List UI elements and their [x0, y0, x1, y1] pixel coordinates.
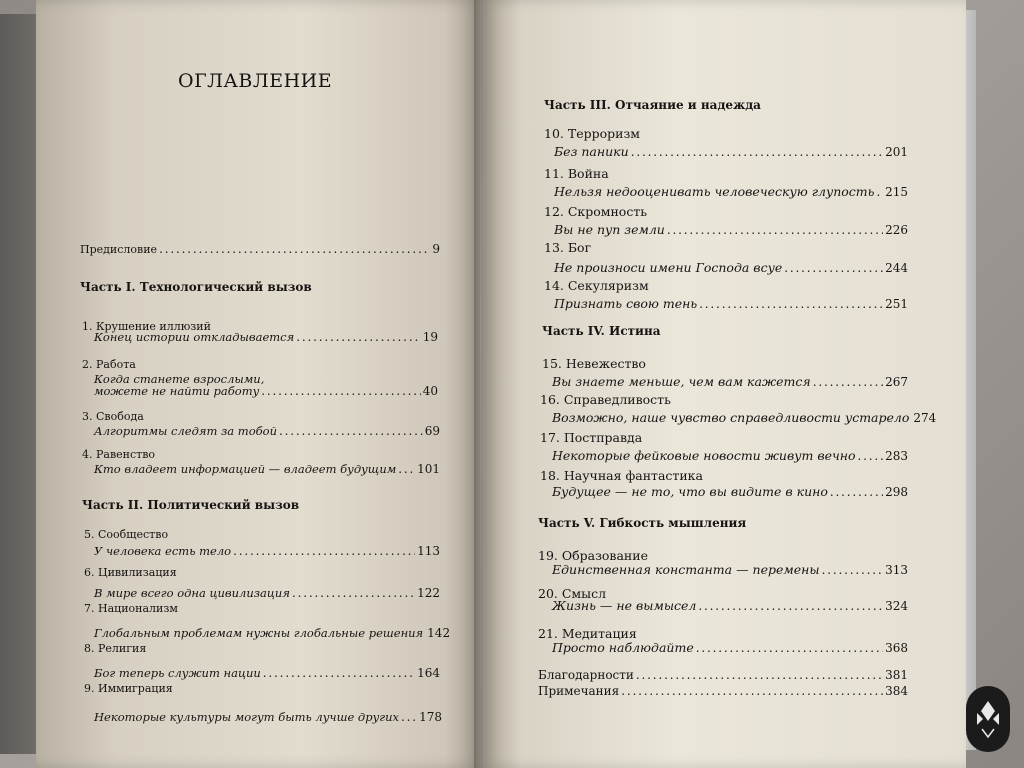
toc-entry-notes: Примечания . . . 384 — [538, 684, 908, 698]
toc-entry: Возможно, наше чувство справедливости устарело 274 — [552, 410, 937, 425]
toc-entry: Некоторые фейковые новости живут вечно . . . 283 — [552, 448, 908, 463]
toc-entry: Без паники . . . 201 — [554, 144, 908, 159]
toc-entry: Не произноси имени Господа всуе . . . 244 — [554, 260, 908, 275]
chapter-title: 18. Научная фантастика — [540, 468, 703, 483]
toc-entry: Конец истории откладывается . . . 19 — [94, 330, 438, 344]
chapter-title: 2. Работа — [82, 358, 136, 371]
chapter-title: 6. Цивилизация — [84, 566, 177, 579]
chapter-title: 7. Национализм — [84, 602, 178, 615]
right-page — [482, 0, 966, 768]
part-heading: Часть III. Отчаяние и надежда — [544, 98, 761, 112]
chapter-title: 12. Скромность — [544, 204, 648, 219]
toc-entry-acknowledgements: Благодарности . . . 381 — [538, 668, 908, 682]
toc-entry: У человека есть тело . . . 113 — [94, 544, 440, 558]
part-heading: Часть IV. Истина — [542, 324, 661, 338]
chapter-title: 9. Иммиграция — [84, 682, 173, 695]
toc-entry: Некоторые культуры могут быть лучше других . . . 178 — [94, 710, 442, 724]
chapter-title: 5. Сообщество — [84, 528, 169, 541]
chapter-title: 17. Постправда — [540, 430, 643, 445]
chapter-title: 14. Секуляризм — [544, 278, 649, 293]
toc-entry: Просто наблюдайте . . . 368 — [552, 640, 908, 655]
toc-entry: Алгоритмы следят за тобой . . . 69 — [94, 424, 440, 438]
toc-entry: В мире всего одна цивилизация . . . 122 — [94, 586, 440, 600]
part-heading: Часть II. Политический вызов — [82, 498, 300, 512]
chapter-title: 8. Религия — [84, 642, 147, 655]
part-heading: Часть V. Гибкость мышления — [538, 516, 747, 530]
toc-entry-preface: Предисловие . . . 9 — [80, 242, 440, 256]
chapter-title: 20. Смысл — [538, 586, 607, 601]
chapter-title: 11. Война — [544, 166, 609, 181]
chapter-title: 1. Крушение иллюзий — [82, 320, 211, 333]
chapter-subtitle: Когда станете взрослыми, — [94, 372, 265, 386]
chapter-title: 15. Невежество — [542, 356, 646, 371]
toc-entry: Будущее — не то, что вы видите в кино . . . 298 — [552, 484, 908, 499]
diamond-logo-icon — [973, 699, 1003, 739]
left-page — [36, 0, 480, 768]
chapter-title: 13. Бог — [544, 240, 592, 255]
toc-entry: Единственная константа — перемены . . . 313 — [552, 562, 908, 577]
chapter-title: 21. Медитация — [538, 626, 637, 641]
chapter-title: 19. Образование — [538, 548, 648, 563]
toc-entry: Нельзя недооценивать человеческую глупость . . . 215 — [554, 184, 908, 199]
chapter-title: 3. Свобода — [82, 410, 144, 423]
toc-entry: Жизнь — не вымысел . . . 324 — [552, 598, 908, 613]
chapter-title: 16. Справедливость — [540, 392, 671, 407]
chapter-title: 10. Терроризм — [544, 126, 640, 141]
toc-entry: можете не найти работу . . . 40 — [94, 384, 438, 398]
toc-entry: Глобальным проблемам нужны глобальные решения 142 — [94, 626, 451, 640]
toc-entry: Вы не пуп земли . . . 226 — [554, 222, 908, 237]
toc-entry: Признать свою тень . . . 251 — [554, 296, 908, 311]
part-heading: Часть I. Технологический вызов — [80, 280, 312, 294]
toc-entry: Вы знаете меньше, чем вам кажется . . . 267 — [552, 374, 908, 389]
chapter-title: 4. Равенство — [82, 448, 156, 461]
diamond-logo-icon — [966, 686, 1010, 752]
toc-entry: Бог теперь служит нации . . . 164 — [94, 666, 440, 680]
toc-entry: Кто владеет информацией — владеет будущим . . . 101 — [94, 462, 440, 476]
toc-heading: ОГЛАВЛЕНИЕ — [178, 70, 333, 92]
